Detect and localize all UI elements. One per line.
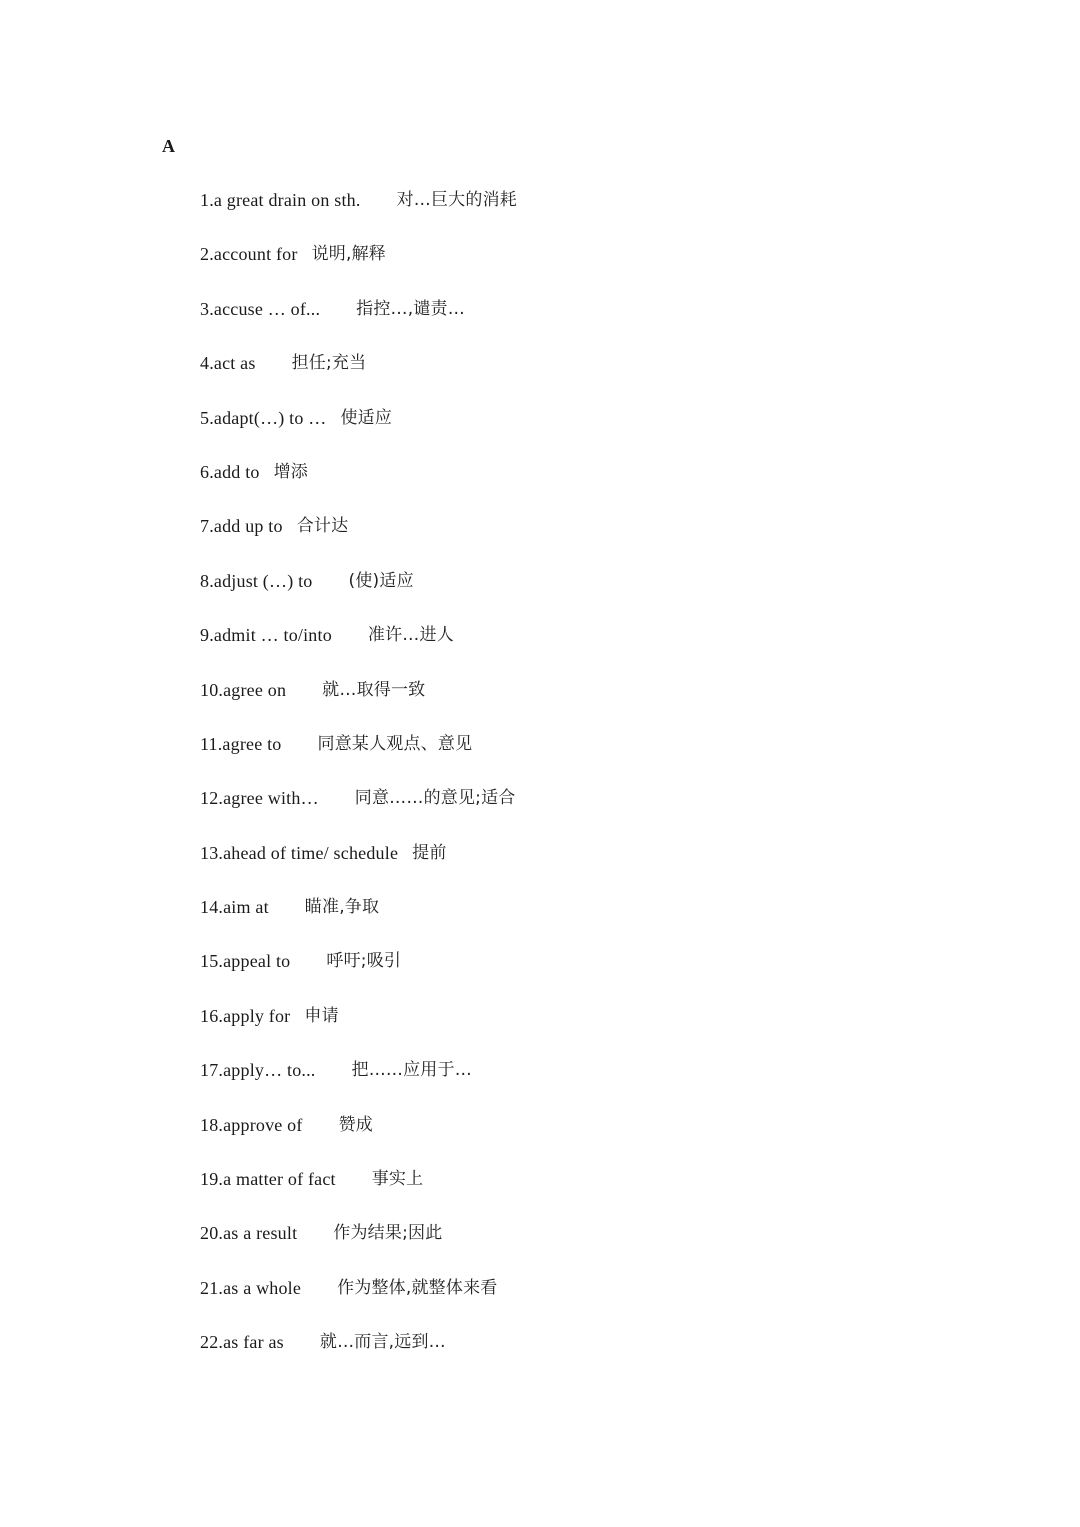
phrase-meaning: 作为整体,就整体来看 bbox=[337, 1277, 498, 1298]
phrase-text: 8.adjust (…) to bbox=[200, 570, 313, 591]
phrase-meaning: 瞄准,争取 bbox=[304, 897, 380, 918]
phrase-meaning: 呼吁;吸引 bbox=[326, 951, 402, 972]
phrase-text: 9.admit … to/into bbox=[200, 625, 332, 646]
phrase-text: 22.as far as bbox=[200, 1332, 284, 1353]
phrase-text: 3.accuse … of... bbox=[200, 298, 321, 319]
phrase-meaning: 合计达 bbox=[296, 516, 349, 537]
phrase-text: 2.account for bbox=[200, 244, 298, 265]
phrase-text: 14.aim at bbox=[200, 897, 269, 918]
phrase-meaning: 作为结果;因此 bbox=[333, 1223, 443, 1244]
phrase-meaning: 就…取得一致 bbox=[322, 679, 426, 700]
phrase-list bbox=[200, 187, 517, 1384]
phrase-meaning: 同意……的意见;适合 bbox=[354, 788, 516, 809]
phrase-entry bbox=[200, 1057, 517, 1111]
phrase-meaning: 把……应用于… bbox=[351, 1060, 472, 1081]
phrase-text: 1.a great drain on sth. bbox=[200, 190, 361, 210]
phrase-meaning: 说明,解释 bbox=[311, 244, 386, 265]
phrase-text: 5.adapt(…) to … bbox=[200, 407, 327, 428]
phrase-entry bbox=[200, 1220, 517, 1274]
phrase-text: 15.appeal to bbox=[200, 951, 291, 972]
phrase-entry bbox=[200, 405, 517, 459]
phrase-entry bbox=[200, 1112, 517, 1166]
phrase-entry bbox=[200, 731, 517, 785]
phrase-entry bbox=[200, 1003, 517, 1057]
phrase-meaning: 准许…进人 bbox=[367, 625, 454, 646]
phrase-meaning: 担任;充当 bbox=[291, 353, 367, 374]
phrase-entry bbox=[200, 241, 517, 295]
section-heading-letter: A bbox=[162, 136, 175, 156]
phrase-meaning: 就…而言,远到… bbox=[319, 1332, 446, 1353]
phrase-entry bbox=[200, 1275, 517, 1329]
phrase-entry bbox=[200, 296, 517, 350]
phrase-entry bbox=[200, 513, 517, 567]
phrase-text: 18.approve of bbox=[200, 1114, 303, 1135]
phrase-meaning: 赞成 bbox=[338, 1114, 373, 1135]
phrase-entry bbox=[200, 622, 517, 676]
phrase-text: 7.add up to bbox=[200, 516, 283, 537]
phrase-text: 19.a matter of fact bbox=[200, 1169, 336, 1190]
phrase-text: 13.ahead of time/ schedule bbox=[200, 842, 399, 863]
phrase-entry bbox=[200, 350, 517, 404]
phrase-text: 12.agree with… bbox=[200, 788, 319, 809]
phrase-meaning: 对…巨大的消耗 bbox=[396, 190, 517, 210]
phrase-text: 11.agree to bbox=[200, 733, 282, 754]
phrase-entry bbox=[200, 459, 517, 513]
phrase-meaning: 同意某人观点、意见 bbox=[317, 733, 473, 754]
phrase-entry bbox=[200, 785, 517, 839]
phrase-entry bbox=[200, 568, 517, 622]
phrase-meaning: 增添 bbox=[273, 461, 308, 482]
phrase-text: 17.apply… to... bbox=[200, 1060, 316, 1081]
phrase-entry bbox=[200, 948, 517, 1002]
phrase-text: 20.as a result bbox=[200, 1223, 298, 1244]
phrase-entry bbox=[200, 1329, 517, 1383]
phrase-text: 21.as a whole bbox=[200, 1277, 302, 1298]
phrase-meaning: 申请 bbox=[304, 1005, 339, 1026]
phrase-text: 16.apply for bbox=[200, 1005, 291, 1026]
phrase-text: 4.act as bbox=[200, 353, 256, 374]
phrase-meaning: 指控…,谴责… bbox=[356, 298, 465, 319]
phrase-text: 10.agree on bbox=[200, 679, 287, 700]
phrase-entry bbox=[200, 187, 517, 241]
phrase-entry bbox=[200, 894, 517, 948]
phrase-meaning: (使)适应 bbox=[348, 570, 414, 591]
phrase-entry bbox=[200, 1166, 517, 1220]
phrase-meaning: 提前 bbox=[412, 842, 447, 863]
phrase-meaning: 事实上 bbox=[371, 1169, 424, 1190]
phrase-entry bbox=[200, 840, 517, 894]
phrase-meaning: 使适应 bbox=[340, 407, 393, 428]
phrase-text: 6.add to bbox=[200, 461, 260, 482]
phrase-entry bbox=[200, 677, 517, 731]
